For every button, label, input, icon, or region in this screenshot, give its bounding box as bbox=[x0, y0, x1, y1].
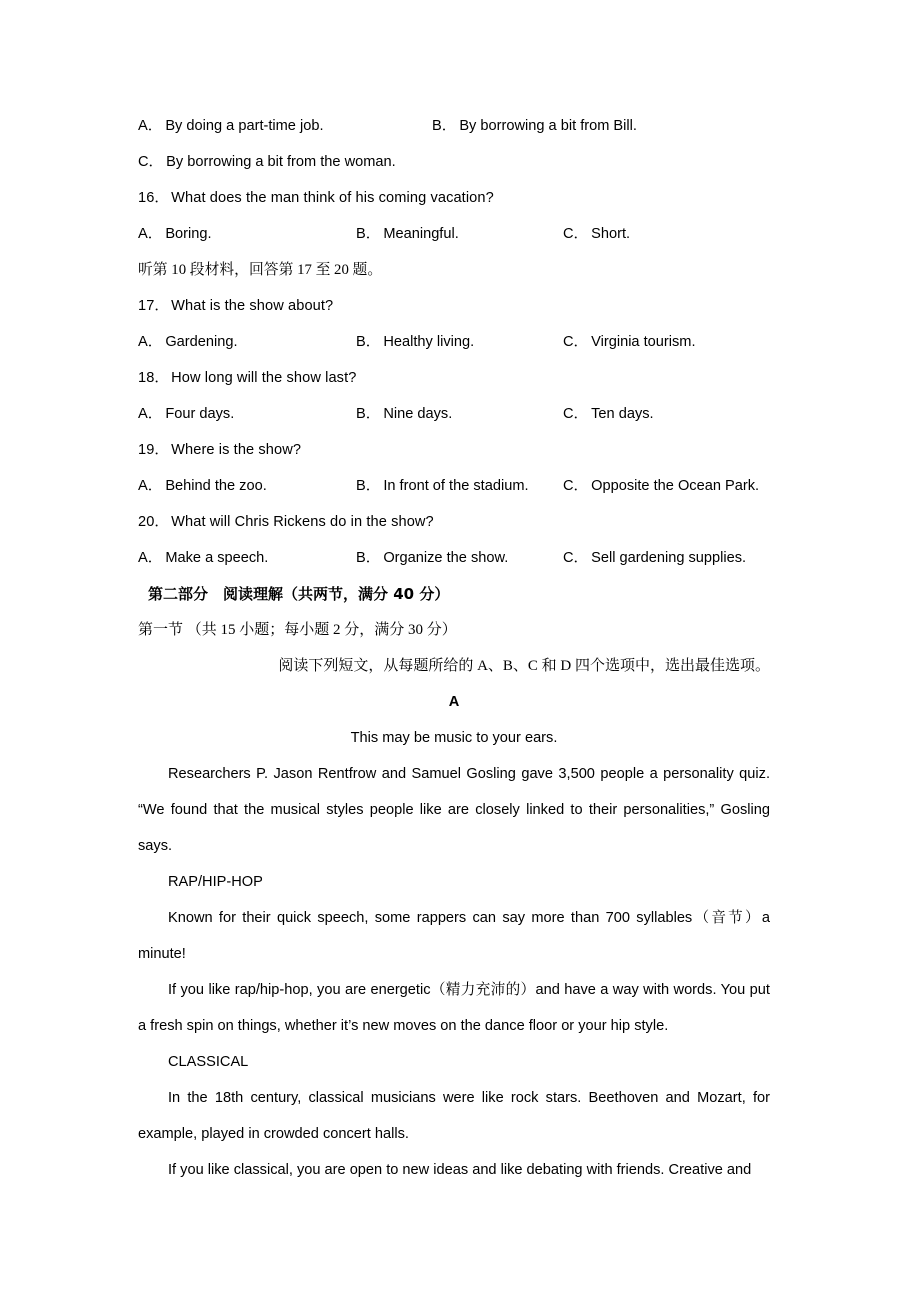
option-c-label: C． bbox=[563, 550, 589, 566]
option-b-q17 bbox=[356, 324, 474, 360]
option-b-q19 bbox=[356, 468, 529, 504]
listening-directive-10: 听第 10 段材料，回答第 17 至 20 题。 bbox=[138, 262, 383, 278]
option-b-label: B． bbox=[356, 478, 381, 494]
option-a-label: A． bbox=[138, 226, 163, 242]
option-a-text: Boring. bbox=[165, 226, 212, 242]
options-row-q17 bbox=[138, 324, 770, 360]
option-a-label: A． bbox=[138, 334, 163, 350]
option-c-q20 bbox=[563, 540, 746, 576]
passage-tagline: This may be music to your ears. bbox=[350, 730, 558, 746]
question-19-number: 19． bbox=[138, 442, 170, 458]
question-18-number: 18． bbox=[138, 370, 170, 386]
passage-paragraph-classical-2: If you like classical, you are open to new ideas and like debating with friends. Creative and bbox=[168, 1162, 752, 1178]
question-17-text: What is the show about? bbox=[171, 298, 334, 314]
option-a-label: A． bbox=[138, 406, 163, 422]
subheading-classical: CLASSICAL bbox=[168, 1054, 249, 1070]
question-17-number: 17． bbox=[138, 298, 170, 314]
option-c-text: By borrowing a bit from the woman. bbox=[166, 154, 396, 170]
option-a-label: A． bbox=[138, 118, 163, 134]
option-b-q15 bbox=[432, 108, 637, 144]
part-two-heading: 第二部分 阅读理解（共两节，满分 40 分） bbox=[148, 585, 450, 603]
rap-p1-after: a minute! bbox=[138, 910, 770, 962]
option-a-text: Gardening. bbox=[165, 334, 238, 350]
question-18 bbox=[138, 360, 770, 396]
option-b-q16 bbox=[356, 216, 459, 252]
passage-paragraph-rap-1 bbox=[138, 900, 770, 972]
option-a-label: A． bbox=[138, 478, 163, 494]
option-b-text: By borrowing a bit from Bill. bbox=[459, 118, 637, 134]
question-19-text: Where is the show? bbox=[171, 442, 302, 458]
option-c-text: Ten days. bbox=[591, 406, 654, 422]
rap-p1-gloss: （音节） bbox=[692, 910, 762, 926]
option-a-text: Behind the zoo. bbox=[165, 478, 267, 494]
option-a-q18 bbox=[138, 396, 234, 432]
option-a-q20 bbox=[138, 540, 268, 576]
option-a-q16 bbox=[138, 216, 212, 252]
question-16-text: What does the man think of his coming vacation? bbox=[171, 190, 494, 206]
options-row-q16 bbox=[138, 216, 770, 252]
subheading-rap-hiphop: RAP/HIP-HOP bbox=[168, 874, 263, 890]
option-b-q20 bbox=[356, 540, 508, 576]
option-c-label: C． bbox=[138, 154, 164, 170]
reading-instruction: 阅读下列短文，从每题所给的 A、B、C 和 D 四个选项中，选出最佳选项。 bbox=[278, 658, 770, 674]
option-a-text: Make a speech. bbox=[165, 550, 269, 566]
passage-marker-a: A bbox=[448, 694, 460, 710]
options-row-q18 bbox=[138, 396, 770, 432]
question-20 bbox=[138, 504, 770, 540]
option-b-label: B． bbox=[356, 550, 381, 566]
option-c-label: C． bbox=[563, 226, 589, 242]
rap-p2-before: If you like rap/hip-hop, you are energetic bbox=[168, 982, 431, 998]
passage-paragraph-classical-1: In the 18th century, classical musicians were like rock stars. Beethoven and Mozart, for example, played in crowded concert halls. bbox=[138, 1090, 770, 1142]
option-c-text: Virginia tourism. bbox=[591, 334, 696, 350]
option-a-q19 bbox=[138, 468, 267, 504]
question-16-number: 16． bbox=[138, 190, 170, 206]
passage-paragraph-intro: Researchers P. Jason Rentfrow and Samuel Gosling gave 3,500 people a personality quiz. “We found that the musical styles people like are closely linked to their personalities,” Gosling says. bbox=[138, 766, 770, 854]
option-b-label: B． bbox=[356, 406, 381, 422]
option-b-text: Meaningful. bbox=[383, 226, 459, 242]
rap-p2-gloss: （精力充沛的） bbox=[430, 982, 536, 998]
options-row-q15-c bbox=[138, 144, 770, 180]
option-b-label: B． bbox=[432, 118, 457, 134]
page-content bbox=[138, 108, 770, 1188]
options-row-q19 bbox=[138, 468, 770, 504]
rap-p2-after: and have a way with words. You put a fresh spin on things, whether it’s new moves on the dance floor or your hip style. bbox=[138, 982, 770, 1034]
option-a-q17 bbox=[138, 324, 238, 360]
option-b-label: B． bbox=[356, 334, 381, 350]
option-c-label: C． bbox=[563, 478, 589, 494]
question-18-text: How long will the show last? bbox=[171, 370, 357, 386]
question-16 bbox=[138, 180, 770, 216]
option-c-q17 bbox=[563, 324, 696, 360]
option-b-text: Organize the show. bbox=[383, 550, 509, 566]
option-b-q18 bbox=[356, 396, 452, 432]
option-c-q18 bbox=[563, 396, 654, 432]
option-b-label: B． bbox=[356, 226, 381, 242]
option-a-label: A． bbox=[138, 550, 163, 566]
option-c-label: C． bbox=[563, 334, 589, 350]
option-a-text: By doing a part-time job. bbox=[165, 118, 324, 134]
question-20-text: What will Chris Rickens do in the show? bbox=[171, 514, 434, 530]
question-17 bbox=[138, 288, 770, 324]
options-row-q20 bbox=[138, 540, 770, 576]
option-a-text: Four days. bbox=[165, 406, 235, 422]
passage-paragraph-rap-2 bbox=[138, 972, 770, 1044]
option-a-q15 bbox=[138, 108, 324, 144]
option-b-text: In front of the stadium. bbox=[383, 478, 529, 494]
rap-p1-before: Known for their quick speech, some rappers can say more than 700 syllables bbox=[168, 910, 693, 926]
option-c-q16 bbox=[563, 216, 630, 252]
option-c-q19 bbox=[563, 468, 759, 504]
option-b-text: Healthy living. bbox=[383, 334, 475, 350]
option-c-text: Short. bbox=[591, 226, 631, 242]
option-c-text: Opposite the Ocean Park. bbox=[591, 478, 760, 494]
option-b-text: Nine days. bbox=[383, 406, 453, 422]
section-one-heading: 第一节 （共 15 小题；每小题 2 分，满分 30 分） bbox=[138, 622, 457, 638]
option-c-q15 bbox=[138, 144, 396, 180]
option-c-text: Sell gardening supplies. bbox=[591, 550, 747, 566]
question-20-number: 20． bbox=[138, 514, 170, 530]
options-row-q15 bbox=[138, 108, 770, 144]
question-19 bbox=[138, 432, 770, 468]
option-c-label: C． bbox=[563, 406, 589, 422]
